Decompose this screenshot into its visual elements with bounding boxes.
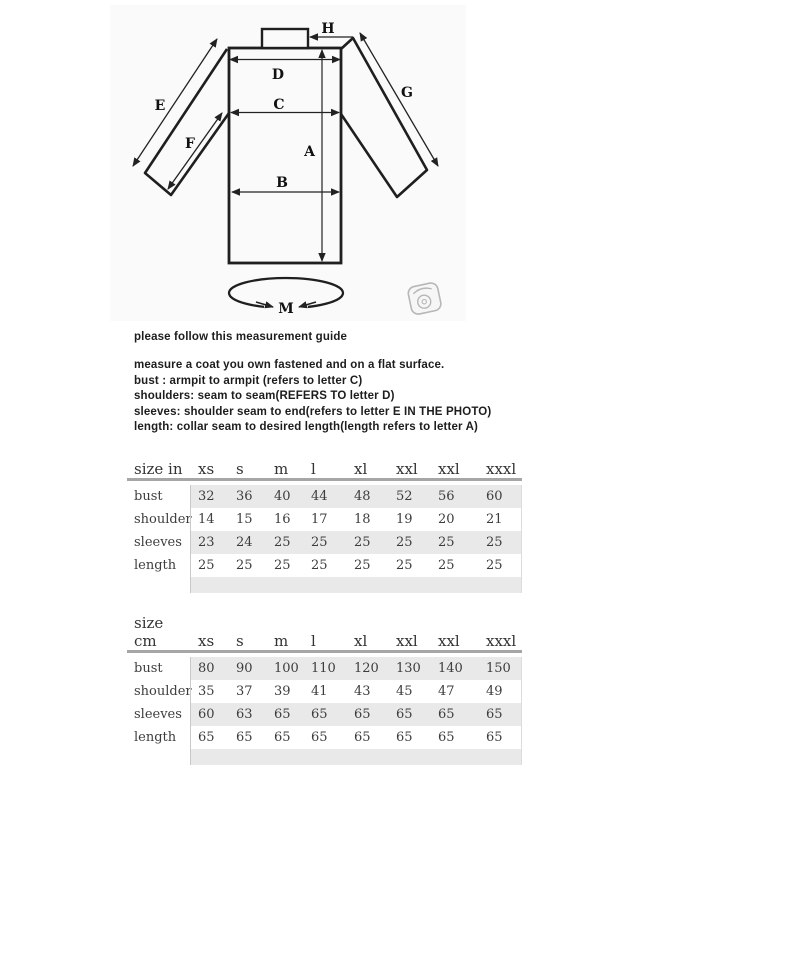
- size-value-cell: 32: [198, 489, 215, 504]
- size-value-cell: 25: [438, 558, 455, 573]
- size-value-cell: 65: [438, 730, 455, 745]
- column-header: xxl: [438, 632, 460, 650]
- measure-label-c: C: [273, 97, 285, 113]
- size-value-cell: 25: [198, 558, 215, 573]
- table-row: [127, 485, 522, 508]
- collar-shape: [262, 29, 308, 48]
- instruction-line: shoulders: seam to seam(REFERS TO letter D): [134, 390, 395, 403]
- column-header: l: [311, 632, 316, 650]
- table-row: [127, 657, 522, 680]
- table-header-row: [127, 456, 522, 478]
- size-value-cell: 65: [396, 730, 413, 745]
- column-header: xl: [354, 460, 368, 478]
- garment-diagram: [110, 5, 466, 321]
- size-value-cell: 37: [236, 684, 253, 699]
- size-value-cell: 25: [396, 535, 413, 550]
- size-value-cell: 65: [486, 730, 503, 745]
- size-value-cell: 110: [311, 661, 336, 676]
- table-header-row: [127, 614, 522, 650]
- size-value-cell: 47: [438, 684, 455, 699]
- size-value-cell: 65: [236, 730, 253, 745]
- column-header: s: [236, 460, 244, 478]
- measure-label-e: E: [154, 98, 166, 114]
- size-value-cell: 120: [354, 661, 379, 676]
- size-value-cell: 100: [274, 661, 299, 676]
- size-value-cell: 25: [311, 535, 328, 550]
- size-value-cell: 65: [274, 730, 291, 745]
- size-value-cell: 65: [486, 707, 503, 722]
- instruction-line: sleeves: shoulder seam to end(refers to letter E IN THE PHOTO): [134, 405, 492, 418]
- row-label: length: [134, 558, 177, 573]
- table-row: [127, 703, 522, 726]
- column-header: m: [274, 460, 289, 478]
- column-header: xxl: [396, 632, 418, 650]
- size-value-cell: 49: [486, 684, 503, 699]
- instructions-title: please follow this measurement guide: [134, 331, 348, 343]
- size-value-cell: 44: [311, 489, 328, 504]
- column-header: xs: [198, 632, 215, 650]
- size-value-cell: 15: [236, 512, 253, 527]
- row-label: length: [134, 730, 177, 745]
- size-value-cell: 52: [396, 489, 413, 504]
- size-value-cell: 65: [311, 707, 328, 722]
- instruction-line: bust : armpit to armpit (refers to letter C): [134, 374, 363, 387]
- size-value-cell: 65: [274, 707, 291, 722]
- size-value-cell: 36: [236, 489, 253, 504]
- measure-label-h: H: [321, 21, 335, 37]
- instruction-line: length: collar seam to desired length(length refers to letter A): [134, 421, 479, 434]
- size-value-cell: 25: [486, 535, 503, 550]
- size-value-cell: 35: [198, 684, 215, 699]
- size-table-inches: [127, 456, 522, 593]
- size-value-cell: 65: [438, 707, 455, 722]
- size-value-cell: 25: [311, 558, 328, 573]
- row-label: shoulder: [134, 512, 192, 527]
- column-header: s: [236, 632, 244, 650]
- size-value-cell: 65: [311, 730, 328, 745]
- size-value-cell: 48: [354, 489, 371, 504]
- size-value-cell: 140: [438, 661, 463, 676]
- size-value-cell: 25: [354, 558, 371, 573]
- size-value-cell: 20: [438, 512, 455, 527]
- column-header: xs: [198, 460, 215, 478]
- instruction-line: measure a coat you own fastened and on a flat surface.: [134, 359, 445, 371]
- column-header: xxl: [396, 460, 418, 478]
- size-table-cm: [127, 614, 522, 765]
- size-value-cell: 25: [274, 558, 291, 573]
- size-value-cell: 18: [354, 512, 371, 527]
- size-value-cell: 25: [354, 535, 371, 550]
- size-value-cell: 25: [274, 535, 291, 550]
- column-header: xxxl: [486, 460, 517, 478]
- size-value-cell: 17: [311, 512, 328, 527]
- size-value-cell: 65: [354, 707, 371, 722]
- size-value-cell: 41: [311, 684, 328, 699]
- column-header: l: [311, 460, 316, 478]
- table-row: [127, 680, 522, 703]
- size-value-cell: 90: [236, 661, 253, 676]
- measure-label-f: F: [185, 136, 195, 152]
- table-row: [127, 554, 522, 577]
- table-row: [127, 531, 522, 554]
- size-value-cell: 43: [354, 684, 371, 699]
- size-value-cell: 16: [274, 512, 291, 527]
- table-unit-header: size cm: [134, 614, 164, 650]
- size-value-cell: 56: [438, 489, 455, 504]
- size-value-cell: 25: [486, 558, 503, 573]
- size-value-cell: 60: [486, 489, 503, 504]
- size-value-cell: 19: [396, 512, 413, 527]
- measure-label-b: B: [276, 175, 288, 191]
- row-label: shoulder: [134, 684, 192, 699]
- size-value-cell: 80: [198, 661, 215, 676]
- row-label: sleeves: [134, 707, 182, 722]
- table-footer-band: [127, 577, 522, 593]
- size-value-cell: 65: [396, 707, 413, 722]
- row-label: bust: [134, 489, 163, 504]
- size-value-cell: 65: [354, 730, 371, 745]
- table-row: [127, 508, 522, 531]
- watermark-stamp-icon: [407, 282, 442, 316]
- size-value-cell: 63: [236, 707, 253, 722]
- size-value-cell: 21: [486, 512, 503, 527]
- size-value-cell: 39: [274, 684, 291, 699]
- table-footer-band: [127, 749, 522, 765]
- measure-label-g: G: [401, 85, 413, 101]
- size-value-cell: 130: [396, 661, 421, 676]
- column-header: xl: [354, 632, 368, 650]
- size-value-cell: 45: [396, 684, 413, 699]
- column-header: xxxl: [486, 632, 517, 650]
- size-value-cell: 24: [236, 535, 253, 550]
- table-row: [127, 726, 522, 749]
- row-label: bust: [134, 661, 163, 676]
- size-value-cell: 23: [198, 535, 215, 550]
- column-header: m: [274, 632, 289, 650]
- size-value-cell: 25: [396, 558, 413, 573]
- size-value-cell: 14: [198, 512, 215, 527]
- diagram-background: [110, 5, 466, 321]
- size-value-cell: 60: [198, 707, 215, 722]
- size-value-cell: 25: [236, 558, 253, 573]
- measure-label-a: A: [304, 144, 315, 160]
- size-value-cell: 65: [198, 730, 215, 745]
- table-unit-header: size in: [134, 460, 183, 478]
- measure-label-d: D: [271, 67, 285, 83]
- size-value-cell: 40: [274, 489, 291, 504]
- row-label: sleeves: [134, 535, 182, 550]
- column-header: xxl: [438, 460, 460, 478]
- measure-label-m: M: [278, 301, 294, 317]
- size-value-cell: 25: [438, 535, 455, 550]
- instructions-block: [134, 358, 491, 436]
- size-value-cell: 150: [486, 661, 511, 676]
